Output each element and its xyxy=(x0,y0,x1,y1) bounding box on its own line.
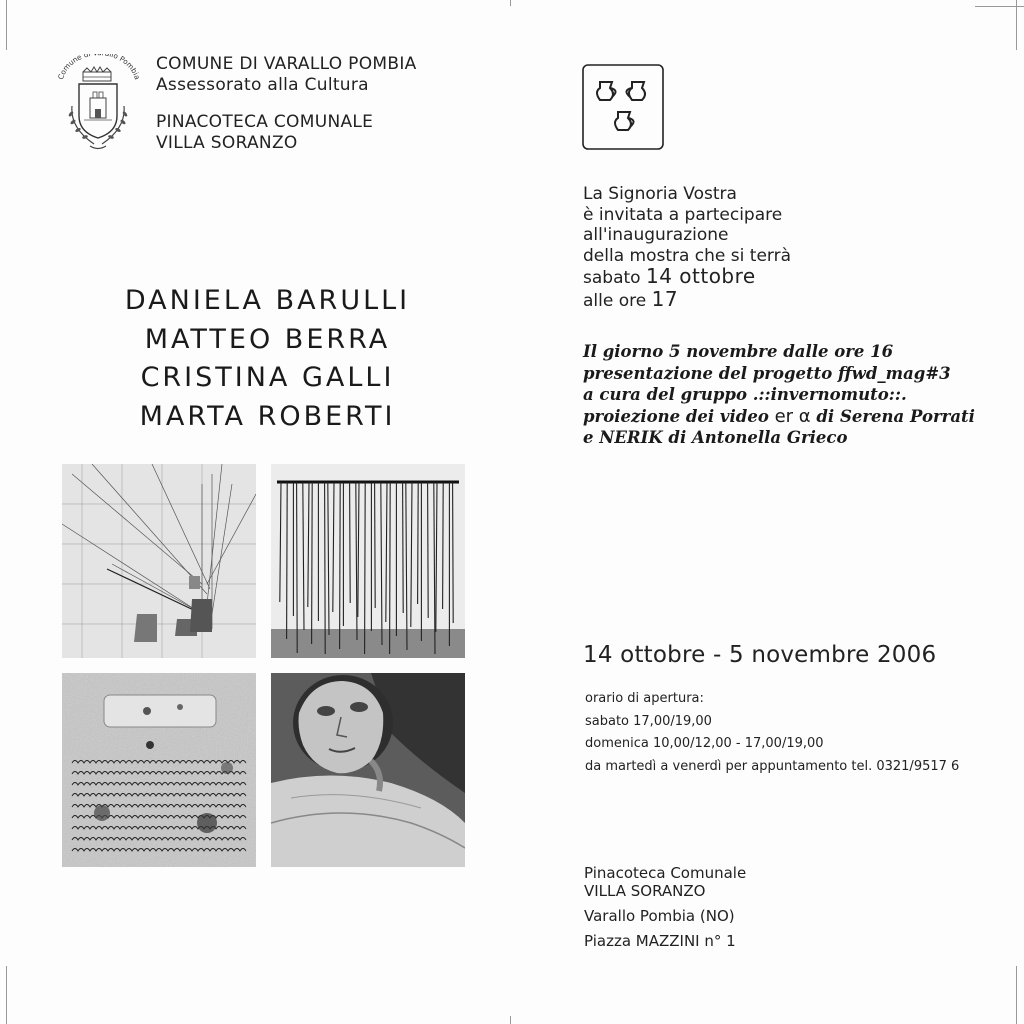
crop-mark xyxy=(1016,966,1017,1024)
artist-list xyxy=(95,282,440,436)
presentation-notice xyxy=(583,341,975,449)
invitation-line: è invitata a partecipare xyxy=(583,204,783,225)
presentation-line: presentazione del progetto ffwd_mag#3 xyxy=(583,363,951,383)
artwork-portrait xyxy=(271,673,465,867)
crop-mark xyxy=(510,0,511,6)
invitation-text xyxy=(583,184,791,311)
artist-name: CRISTINA GALLI xyxy=(140,362,395,393)
address-line: VILLA SORANZO xyxy=(584,882,706,900)
video-title: er α xyxy=(774,405,811,427)
municipality-name: COMUNE DI VARALLO POMBIA xyxy=(156,54,417,74)
gallery-name: PINACOTECA COMUNALE xyxy=(156,112,374,132)
presentation-line: e NERIK di Antonella Grieco xyxy=(583,428,848,447)
presentation-line: Il giorno 5 novembre dalle ore 16 xyxy=(583,342,894,361)
address-line: Pinacoteca Comunale xyxy=(584,864,747,882)
crop-mark xyxy=(6,966,7,1024)
invitation-line: all'inaugurazione xyxy=(583,225,729,245)
institution-header xyxy=(156,54,417,154)
artwork-vertical-rods xyxy=(271,464,465,658)
department-name: Assessorato alla Cultura xyxy=(156,75,369,95)
hours-sunday: domenica 10,00/12,00 - 17,00/19,00 xyxy=(585,736,824,751)
opening-hours xyxy=(585,688,959,778)
invitation-line: della mostra che si terrà xyxy=(583,245,792,266)
artwork-geometric-drawing xyxy=(62,464,256,658)
invitation-line: La Signoria Vostra xyxy=(583,184,737,204)
presentation-line: proiezione dei video er α di Serena Porrati xyxy=(583,405,975,427)
exhibition-dates: 14 ottobre - 5 novembre 2006 xyxy=(583,642,937,668)
crest-caption: Comune d llo Pombia xyxy=(55,54,142,81)
crop-mark xyxy=(6,0,7,50)
crop-mark xyxy=(510,1016,511,1024)
venue-address xyxy=(584,864,746,950)
hours-saturday: sabato 17,00/19,00 xyxy=(585,713,712,729)
artwork-manuscript xyxy=(62,673,256,867)
jugs-logo xyxy=(582,64,664,150)
address-line: Varallo Pombia (NO) xyxy=(584,907,735,925)
crop-mark xyxy=(975,6,1024,7)
villa-name: VILLA SORANZO xyxy=(156,133,298,153)
opening-hour: 17 xyxy=(651,286,679,311)
crop-mark xyxy=(1016,0,1017,50)
artist-name: MATTEO BERRA xyxy=(144,323,391,355)
opening-date: 14 ottobre xyxy=(645,264,756,288)
hours-title: orario di apertura: xyxy=(585,691,704,706)
presentation-line: a cura del gruppo .::invernomuto::. xyxy=(583,385,907,404)
hours-weekdays: da martedì a venerdì per appuntamento tel. 0321/9517 6 xyxy=(585,758,960,774)
artist-name: DANIELA BARULLI xyxy=(124,285,411,316)
municipal-crest xyxy=(54,54,142,158)
artist-name: MARTA ROBERTI xyxy=(139,400,396,432)
opening-day: sabato 14 ottobre xyxy=(583,264,756,288)
opening-time: alle ore 17 xyxy=(583,286,679,311)
address-line: Piazza MAZZINI n° 1 xyxy=(584,932,736,950)
